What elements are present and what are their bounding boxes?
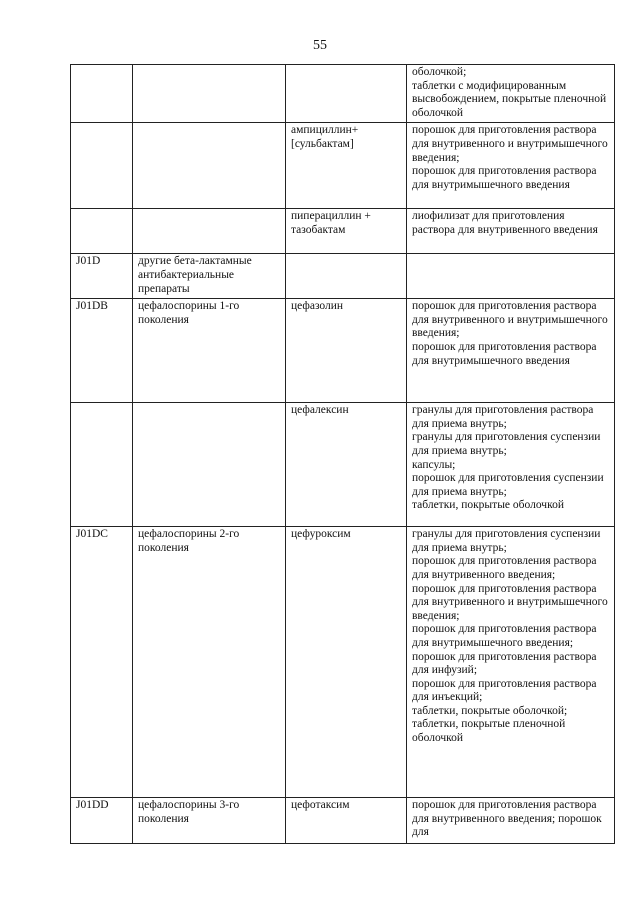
dosage-form: порошок для приготовления раствора для внутривенного введения; порошок для	[412, 799, 602, 839]
forms-cell	[407, 798, 615, 844]
dosage-form: порошок для приготовления раствора для внутривенного введения;	[412, 555, 597, 581]
forms-cell	[407, 123, 615, 209]
dosage-form: порошок для приготовления раствора для внутримышечного введения;	[412, 623, 597, 649]
dosage-form: таблетки, покрытые оболочкой;	[412, 704, 568, 717]
forms-cell	[407, 209, 615, 254]
group-cell: цефалоспорины 1-го поколения	[133, 299, 286, 403]
drug-table	[70, 64, 615, 844]
page-number: 55	[313, 38, 327, 53]
table-row	[71, 123, 615, 209]
forms-cell	[407, 299, 615, 403]
forms-cell	[407, 65, 615, 123]
dosage-form: таблетки, покрытые пленочной оболочкой	[412, 718, 566, 745]
atc-code-cell	[71, 65, 133, 123]
table-row	[71, 65, 615, 123]
drug-cell: пиперациллин + тазобактам	[286, 209, 407, 254]
forms-cell	[407, 254, 615, 299]
drug-cell: цефуроксим	[286, 527, 407, 798]
atc-code-cell: J01D	[71, 254, 133, 299]
dosage-form: гранулы для приготовления суспензии для приема внутрь;	[412, 528, 601, 554]
atc-code-cell: J01DD	[71, 798, 133, 844]
dosage-form: лиофилизат для приготовления раствора для внутривенного введения	[412, 210, 598, 236]
dosage-form: порошок для приготовления раствора для внутривенного и внутримышечного введения;	[412, 124, 608, 164]
group-cell	[133, 123, 286, 209]
drug-cell: ампициллин+ [сульбактам]	[286, 123, 407, 209]
drug-cell	[286, 254, 407, 299]
atc-code-cell: J01DB	[71, 299, 133, 403]
forms-cell	[407, 527, 615, 798]
group-cell: другие бета-лактамные антибактериальные препараты	[133, 254, 286, 299]
dosage-form: порошок для приготовления раствора для внутривенного и внутримышечного введения;	[412, 300, 608, 340]
atc-code-cell	[71, 209, 133, 254]
dosage-form: гранулы для приготовления суспензии для приема внутрь;	[412, 431, 601, 457]
dosage-form: гранулы для приготовления раствора для приема внутрь;	[412, 404, 594, 430]
dosage-form: оболочкой;	[412, 66, 467, 78]
dosage-form: порошок для приготовления раствора для инъекций;	[412, 677, 597, 704]
dosage-form: порошок для приготовления раствора для инфузий;	[412, 650, 597, 677]
group-cell: цефалоспорины 3-го поколения	[133, 798, 286, 844]
dosage-form: порошок для приготовления раствора для внутривенного и внутримышечного введения;	[412, 582, 608, 622]
atc-code-cell: J01DC	[71, 527, 133, 798]
group-cell: цефалоспорины 2-го поколения	[133, 527, 286, 798]
group-cell	[133, 65, 286, 123]
drug-cell	[286, 65, 407, 123]
drug-cell: цефалексин	[286, 403, 407, 527]
forms-cell	[407, 403, 615, 527]
table-row	[71, 403, 615, 527]
dosage-form: таблетки, покрытые оболочкой	[412, 499, 564, 512]
table-row	[71, 254, 615, 299]
table-row	[71, 527, 615, 798]
dosage-form: порошок для приготовления суспензии для приема внутрь;	[412, 472, 604, 498]
atc-code-cell	[71, 123, 133, 209]
table-row	[71, 798, 615, 844]
dosage-form: порошок для приготовления раствора для внутримышечного введения	[412, 165, 597, 191]
drug-cell: цефотаксим	[286, 798, 407, 844]
drug-cell: цефазолин	[286, 299, 407, 403]
table-row	[71, 209, 615, 254]
table-row	[71, 299, 615, 403]
dosage-form: капсулы;	[412, 458, 456, 471]
atc-code-cell	[71, 403, 133, 527]
dosage-form: таблетки с модифицированным высвобождением, покрытые пленочной оболочкой	[412, 79, 607, 119]
group-cell	[133, 209, 286, 254]
group-cell	[133, 403, 286, 527]
dosage-form: порошок для приготовления раствора для внутримышечного введения	[412, 340, 597, 367]
